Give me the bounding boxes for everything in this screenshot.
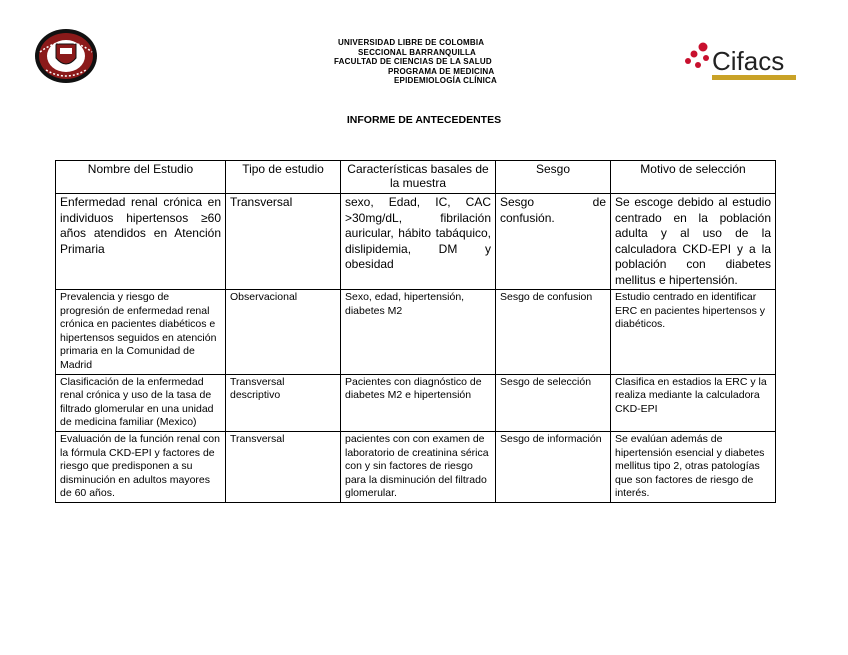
cell-caracteristicas: sexo, Edad, IC, CAC >30mg/dL, fibrilación auricular, hábito tabáquico, dislipidemia, DM y obesidad: [341, 194, 496, 290]
cell-nombre: Clasificación de la enfermedad renal crónica y uso de la tasa de filtrado glomerular en una unidad de medicina familiar (Mexico): [56, 374, 226, 431]
cell-sesgo: Sesgo de confusión.: [496, 194, 611, 290]
table-row: [56, 374, 776, 431]
header-nombre: Nombre del Estudio: [56, 161, 226, 194]
cell-nombre: Evaluación de la función renal con la fórmula CKD-EPI y factores de riesgo que predisponen a su disminución en adultos mayores de 60 años.: [56, 431, 226, 502]
cell-motivo: Se escoge debido al estudio centrado en la población adulta y al uso de la calculadora CKD-EPI y a la población con diabetes mellitus e hipertensión.: [611, 194, 776, 290]
cell-tipo: Transversal: [226, 194, 341, 290]
header-tipo: Tipo de estudio: [226, 161, 341, 194]
cell-tipo: Transversal: [226, 431, 341, 502]
antecedentes-table: [55, 160, 776, 503]
cifacs-logo-text: Cifacs: [712, 46, 785, 76]
cell-sesgo: Sesgo de confusion: [496, 290, 611, 375]
cell-caracteristicas: pacientes con con examen de laboratorio de creatinina sérica con y sin factores de riesgo para la disminución del filtrado glomerular.: [341, 431, 496, 502]
cell-sesgo: Sesgo de información: [496, 431, 611, 502]
cell-nombre: Prevalencia y riesgo de progresión de enfermedad renal crónica en pacientes diabéticos e hipertensos seguidos en atención primaria en la Comunidad de Madrid: [56, 290, 226, 375]
header-motivo: Motivo de selección: [611, 161, 776, 194]
cell-motivo: Clasifica en estadios la ERC y la realiza mediante la calculadora CKD-EPI: [611, 374, 776, 431]
cell-motivo: Se evalúan además de hipertensión esencial y diabetes mellitus tipo 2, otras patologías que son factores de riesgo de interés.: [611, 431, 776, 502]
universidad-libre-seal-logo: [34, 28, 98, 84]
header-programa: PROGRAMA DE MEDICINA: [388, 66, 495, 76]
table-row: [56, 290, 776, 375]
header-sesgo: Sesgo: [496, 161, 611, 194]
table-row: [56, 194, 776, 290]
header-university: UNIVERSIDAD LIBRE DE COLOMBIA: [338, 38, 485, 47]
cell-sesgo: Sesgo de selección: [496, 374, 611, 431]
cell-tipo: Transversal descriptivo: [226, 374, 341, 431]
cell-caracteristicas: Pacientes con diagnóstico de diabetes M2 e hipertensión: [341, 374, 496, 431]
institution-header: [300, 38, 550, 86]
header-asignatura: EPIDEMIOLOGÍA CLÍNICA: [394, 76, 498, 86]
table-row: [56, 431, 776, 502]
header-facultad: FACULTAD DE CIENCIAS DE LA SALUD: [334, 57, 492, 67]
table-header-row: [56, 161, 776, 194]
cell-nombre: Enfermedad renal crónica en individuos hipertensos ≥60 años atendidos en Atención Primaria: [56, 194, 226, 290]
report-title: INFORME DE ANTECEDENTES: [346, 114, 502, 126]
cifacs-logo: [684, 36, 796, 82]
cell-caracteristicas: Sexo, edad, hipertensión, diabetes M2: [341, 290, 496, 375]
header-seccional: SECCIONAL BARRANQUILLA: [358, 47, 477, 57]
header-caracteristicas: Características basales de la muestra: [341, 161, 496, 194]
cell-tipo: Observacional: [226, 290, 341, 375]
cell-motivo: Estudio centrado en identificar ERC en pacientes hipertensos y diabéticos.: [611, 290, 776, 375]
